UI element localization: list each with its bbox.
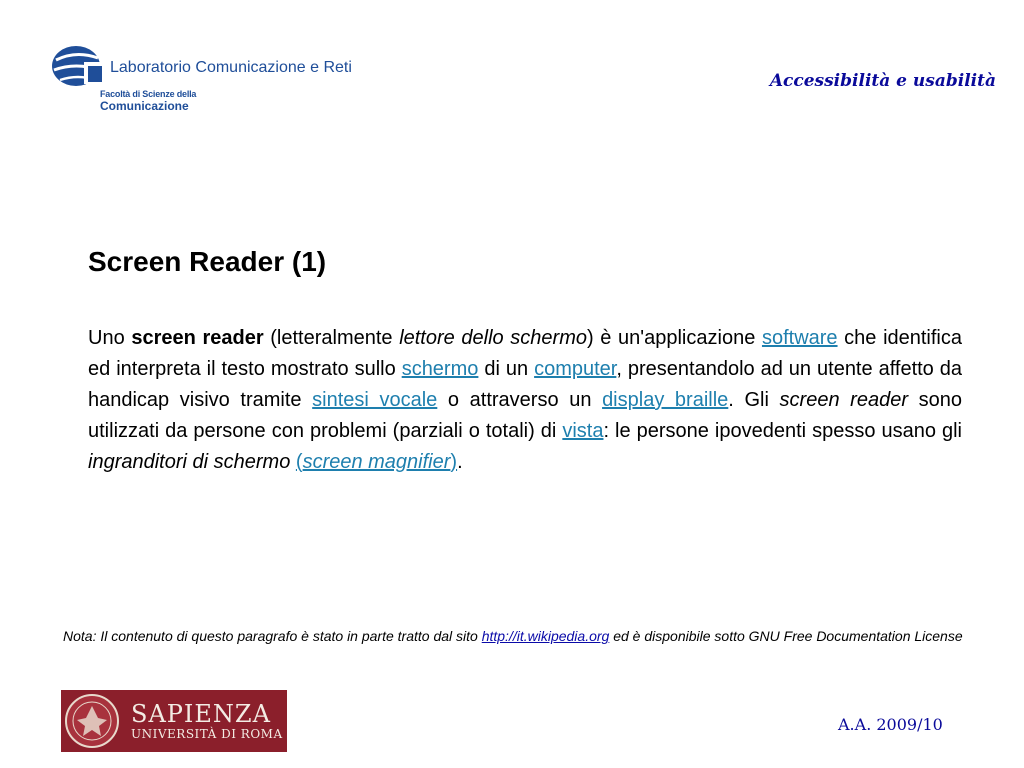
link-display-braille[interactable]: display braille — [602, 389, 729, 411]
text-bold: screen reader — [131, 327, 264, 349]
lab-globe-logo-icon — [50, 42, 106, 92]
link-schermo[interactable]: schermo — [401, 358, 479, 380]
wikipedia-link[interactable]: http://it.wikipedia.org — [481, 628, 610, 644]
course-title: Accessibilità e usabilità — [769, 71, 996, 91]
text-italic: ingranditori di schermo — [88, 451, 291, 473]
sapienza-seal-icon — [63, 692, 121, 750]
slide-paragraph — [88, 323, 962, 478]
text: sono utilizzati da persone con problemi (parziali o totali) di — [88, 389, 962, 442]
link-paren: ) — [450, 451, 458, 473]
text: o attraverso un — [437, 389, 603, 411]
text: : le persone ipovedenti spesso usano gli — [603, 420, 962, 442]
university-subtitle: UNIVERSITÀ DI ROMA — [131, 727, 283, 741]
link-software[interactable]: software — [761, 327, 838, 349]
university-name: SAPIENZA — [131, 700, 271, 728]
note-text: Nota: Il contenuto di questo paragrafo è stato in parte tratto dal sito — [63, 628, 482, 644]
text: ) è un'applicazione — [587, 327, 762, 349]
text: . — [457, 451, 463, 473]
text: , presentandolo ad un utente affetto da handicap visivo tramite — [88, 358, 963, 411]
text: di un — [478, 358, 535, 380]
link-text: screen magnifier — [302, 451, 451, 473]
text-italic: lettore dello schermo — [399, 327, 587, 349]
academic-year: A.A. 2009/10 — [838, 715, 943, 734]
note-text: ed è disponibile sotto GNU Free Documentation License — [609, 628, 963, 644]
link-computer[interactable]: computer — [534, 358, 617, 380]
slide-title: Screen Reader (1) — [88, 246, 327, 277]
link-sintesi-vocale[interactable]: sintesi vocale — [312, 389, 438, 411]
lab-name: Laboratorio Comunicazione e Reti — [110, 59, 352, 76]
faculty-name-line1: Facoltà di Scienze della — [100, 89, 197, 99]
text-italic: screen reader — [779, 389, 908, 411]
link-screen-magnifier[interactable] — [296, 451, 457, 473]
link-vista[interactable]: vista — [562, 420, 604, 442]
sapienza-logo — [61, 690, 287, 752]
source-note — [63, 626, 968, 646]
text: (letteralmente — [263, 327, 400, 349]
faculty-name-line2: Comunicazione — [100, 99, 189, 113]
link-paren: ( — [295, 451, 303, 473]
text: che identifica ed interpreta il testo mostrato sullo — [88, 327, 963, 380]
text: . Gli — [728, 389, 780, 411]
text: Uno — [88, 327, 132, 349]
